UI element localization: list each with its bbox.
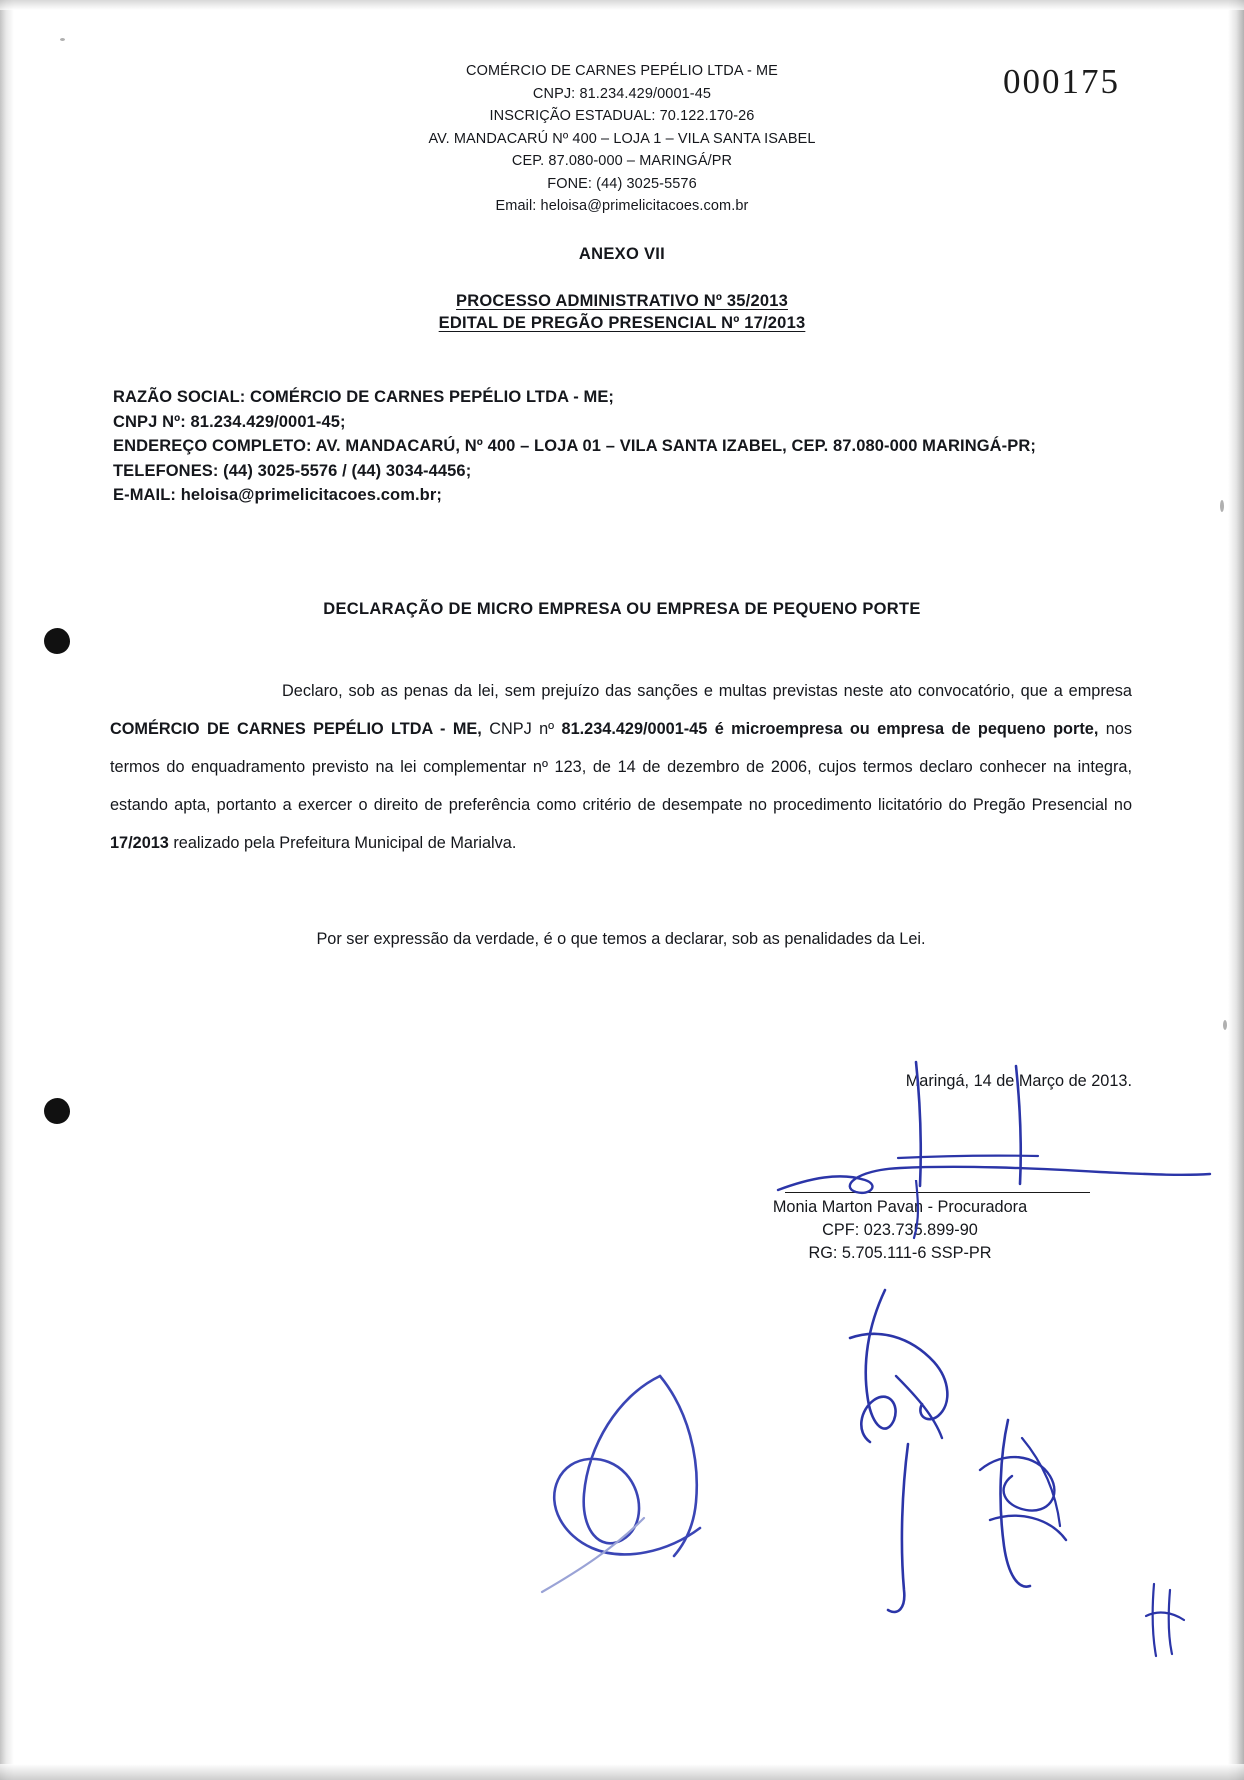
scan-edge-bottom — [0, 1764, 1244, 1780]
letterhead-line-address: AV. MANDACARÚ Nº 400 – LOJA 1 – VILA SANTA ISABEL — [428, 130, 816, 147]
page-stamp-number: 000175 — [1003, 62, 1120, 101]
letterhead-line-phone: FONE: (44) 3025-5576 — [547, 175, 697, 192]
annex-title: ANEXO VII — [578, 245, 666, 263]
letterhead-line-email: Email: heloisa@primelicitacoes.com.br — [495, 198, 749, 214]
handwritten-initial-flourish — [830, 1280, 1000, 1460]
scan-speck — [1223, 1020, 1227, 1030]
scan-speck — [60, 38, 65, 41]
handwritten-stroke-vertical — [880, 1440, 940, 1620]
scan-speck — [1220, 500, 1224, 512]
declaration-paragraph — [110, 672, 1132, 862]
hole-punch-mark-top — [44, 628, 70, 654]
body-part-5: realizado pela Prefeitura Municipal de Marialva. — [168, 834, 517, 852]
declaration-heading: DECLARAÇÃO DE MICRO EMPRESA OU EMPRESA DE PEQUENO PORTE — [323, 600, 921, 618]
body-part-2: CNPJ nº — [481, 720, 562, 738]
process-title-line-1: PROCESSO ADMINISTRATIVO Nº 35/2013 — [456, 292, 788, 310]
signature-line — [785, 1192, 1090, 1193]
body-part-1: Declaro, sob as penas da lei, sem prejuízo das sanções e multas previstas neste ato convocatório, que a empresa — [282, 682, 1132, 700]
scan-edge-right — [1228, 0, 1244, 1780]
body-edital-number: 17/2013 — [110, 834, 169, 852]
handwritten-signature-lower-left — [540, 1370, 780, 1600]
letterhead-line-company: COMÉRCIO DE CARNES PEPÉLIO LTDA - ME — [466, 63, 778, 79]
scan-edge-left — [0, 0, 14, 1780]
handwritten-initials-corner — [1140, 1580, 1190, 1660]
scan-edge-top — [0, 0, 1244, 10]
signatory-rg: RG: 5.705.111-6 SSP-PR — [808, 1244, 992, 1262]
closing-statement: Por ser expressão da verdade, é o que temos a declarar, sob as penalidades da Lei. — [316, 930, 926, 948]
place-and-date: Maringá, 14 de Março de 2013. — [905, 1072, 1132, 1090]
signatory-name: Monia Marton Pavan - Procuradora — [772, 1198, 1028, 1216]
body-part-3 — [707, 720, 714, 738]
process-title — [0, 290, 1244, 334]
company-cnpj: CNPJ Nº: 81.234.429/0001-45; — [113, 412, 346, 431]
company-razao-social: RAZÃO SOCIAL: COMÉRCIO DE CARNES PEPÉLIO LTDA - ME; — [113, 388, 615, 406]
handwritten-signature-lower-right — [960, 1410, 1100, 1600]
letterhead-line-cnpj: CNPJ: 81.234.429/0001-45 — [532, 85, 712, 102]
body-part-4: nos termos do enquadramento previsto na lei complementar nº 123, de 14 de dezembro de 2006, cujos termos declaro conhecer na integra, estando apta, portanto a exercer o direito de preferência como critério de desempate no procedimento licitatório do Pregão Presencial no — [110, 720, 1133, 814]
letterhead-line-inscricao: INSCRIÇÃO ESTADUAL: 70.122.170-26 — [489, 108, 755, 124]
body-cnpj: 81.234.429/0001-45 — [561, 720, 708, 738]
process-title-line-2: EDITAL DE PREGÃO PRESENCIAL Nº 17/2013 — [438, 314, 806, 332]
letterhead-line-cep: CEP. 87.080-000 – MARINGÁ/PR — [511, 153, 733, 169]
body-me-phrase: é microempresa ou empresa de pequeno porte, — [714, 720, 1099, 738]
company-details-block — [113, 385, 1144, 508]
declaration-body — [110, 672, 1132, 862]
company-email: E-MAIL: heloisa@primelicitacoes.com.br; — [113, 486, 442, 504]
signatory-cpf: CPF: 023.735.899-90 — [822, 1221, 978, 1239]
body-company-name: COMÉRCIO DE CARNES PEPÉLIO LTDA - ME, — [110, 720, 482, 738]
company-phones: TELEFONES: (44) 3025-5576 / (44) 3034-4456; — [113, 461, 472, 480]
letterhead — [0, 60, 1244, 218]
signatory-block — [700, 1196, 1100, 1265]
hole-punch-mark-bottom — [44, 1098, 70, 1124]
company-address: ENDEREÇO COMPLETO: AV. MANDACARÚ, Nº 400 – LOJA 01 – VILA SANTA IZABEL, CEP. 87.080-000 MARINGÁ-PR; — [113, 437, 1036, 455]
